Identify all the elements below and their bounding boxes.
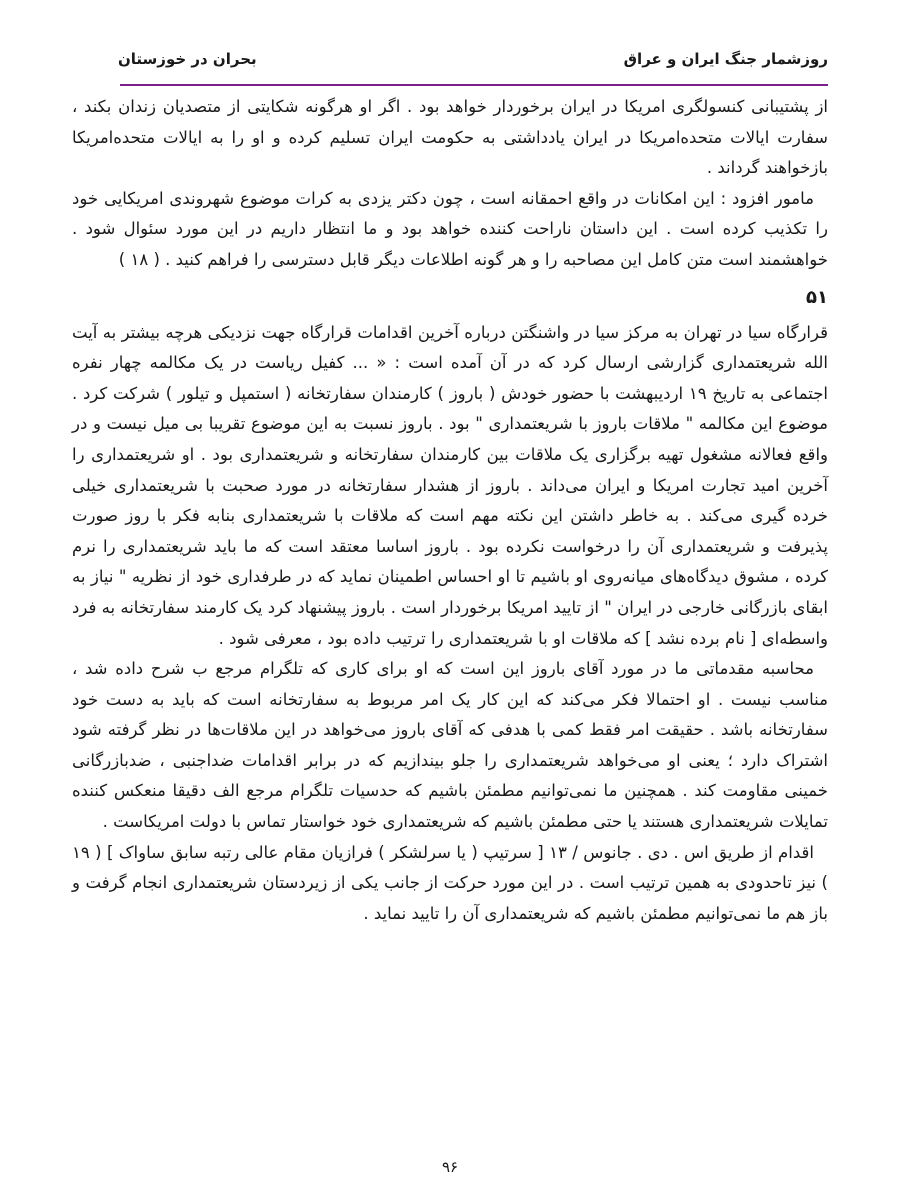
paragraph-1: از پشتیبانی کنسولگری امریکا در ایران برخوردار خواهد بود . اگر او هرگونه شکایتی از متصدیان زندان بکند ، سفارت ایالات متحده‌امریکا در ایران یادداشتی به حکومت ایران تسلیم کرده و او را به ایالات متحده‌امریکا بازخواهند گرداند .	[72, 97, 828, 178]
paragraph-5: اقدام از طریق اس . دی . جانوس / ۱۳ [ سرتیپ ( یا سرلشکر ) فرازیان مقام عالی رتبه سابق ساواک ] ( ۱۹ ) نیز تاحدودی به همین ترتیب است . در این مورد حرکت از جانب یکی از زیردستان شریعتمداری انجام گرفت و باز هم ما نمی‌توانیم مطمئن باشیم که شریعتمداری آن را تایید نماید .	[72, 842, 828, 923]
section-number: ۵۱	[806, 286, 828, 308]
paragraph-2: مامور افزود : این امکانات در واقع احمقانه است ، چون دکتر یزدی به کرات موضوع شهروندی امریکایی خود را تکذیب کرده است . این داستان ناراحت کننده خواهد بود و ما انتظار داریم در این مورد سئوال شود . خواهشمند است متن کامل این مصاحبه را و هر گونه اطلاعات دیگر قابل دسترسی را فراهم کنید . ( ۱۸ )	[72, 188, 828, 269]
volume-title: بحران در خوزستان	[118, 50, 257, 68]
paragraph-4: محاسبه مقدماتی ما در مورد آقای باروز این است که او برای کاری که تلگرام مرجع ب شرح داده شد ، مناسب نیست . او احتمالا فکر می‌کند که این کار یک امر مربوط به سفارتخانه است که باید به دست خود سفارتخانه باشد . حقیقت امر فقط کمی با هدفی که آقای باروز می‌خواهد در این ملاقات‌ها در نظر گرفته شود اشتراک دارد ؛ یعنی او می‌خواهد شریعتمداری را جلو بیندازیم که در برابر اقدامات ضداجنبی ، ضدبازرگانی خمینی مقاومت کند . همچنین ما نمی‌توانیم مطمئن باشیم که حدسیات تلگرام مرجع الف دقیقا منعکس کننده تمایلات شریعتمداری هستند یا حتی مطمئن باشیم که شریعتمداری خود خواستار تماس با دولت امریکاست .	[72, 659, 828, 832]
page-body	[72, 92, 828, 929]
book-title: روزشمار جنگ ایران و عراق	[623, 50, 828, 68]
page-number: ۹۶	[441, 1158, 459, 1176]
header-divider	[120, 84, 828, 86]
page-header	[118, 50, 828, 86]
paragraph-3: قرارگاه سیا در تهران به مرکز سیا در واشنگتن درباره آخرین اقدامات قرارگاه جهت نزدیکی هرچه بیشتر به آیت الله شریعتمداری گزارشی ارسال کرد که در آن آمده است : « ... کفیل ریاست در یک مکالمه چهار نفره اجتماعی به تاریخ ۱۹ اردیبهشت با حضور خودش ( باروز ) کارمندان سفارتخانه ( استمپل و تیلور ) شرکت کرد . موضوع این مکالمه " ملاقات باروز با شریعتمداری " بود . باروز نسبت به این موضوع تقریبا بی میل نیست و در واقع فعالانه مشغول تهیه برگزاری یک ملاقات بین کارمندان سفارتخانه و شریعتمداری بود . او شریعتمداری را آخرین امید تجارت امریکا و ایران می‌داند . باروز از هشدار سفارتخانه در مورد صحبت با شریعتمداری خیلی خرده گیری می‌کند . به خاطر داشتن این نکته مهم است که ملاقات با شریعتمداری بنابه فکر با روز صورت پذیرفت و شریعتمداری آن را درخواست نکرده بود . باروز اساسا معتقد است که ما باید شریعتمداری را نرم کرده ، مشوق دیدگاه‌های میانه‌روی او باشیم تا او احساس اطمینان نماید که در طرفداری خود از نظریه " نیاز به ابقای بازرگانی خارجی در ایران " از تایید امریکا برخوردار است . باروز پیشنهاد کرد یک کارمند سفارتخانه به فرد واسطه‌ای [ نام برده نشد ] که ملاقات او با شریعتمداری را ترتیب داده بود ، معرفی شود .	[72, 322, 828, 648]
